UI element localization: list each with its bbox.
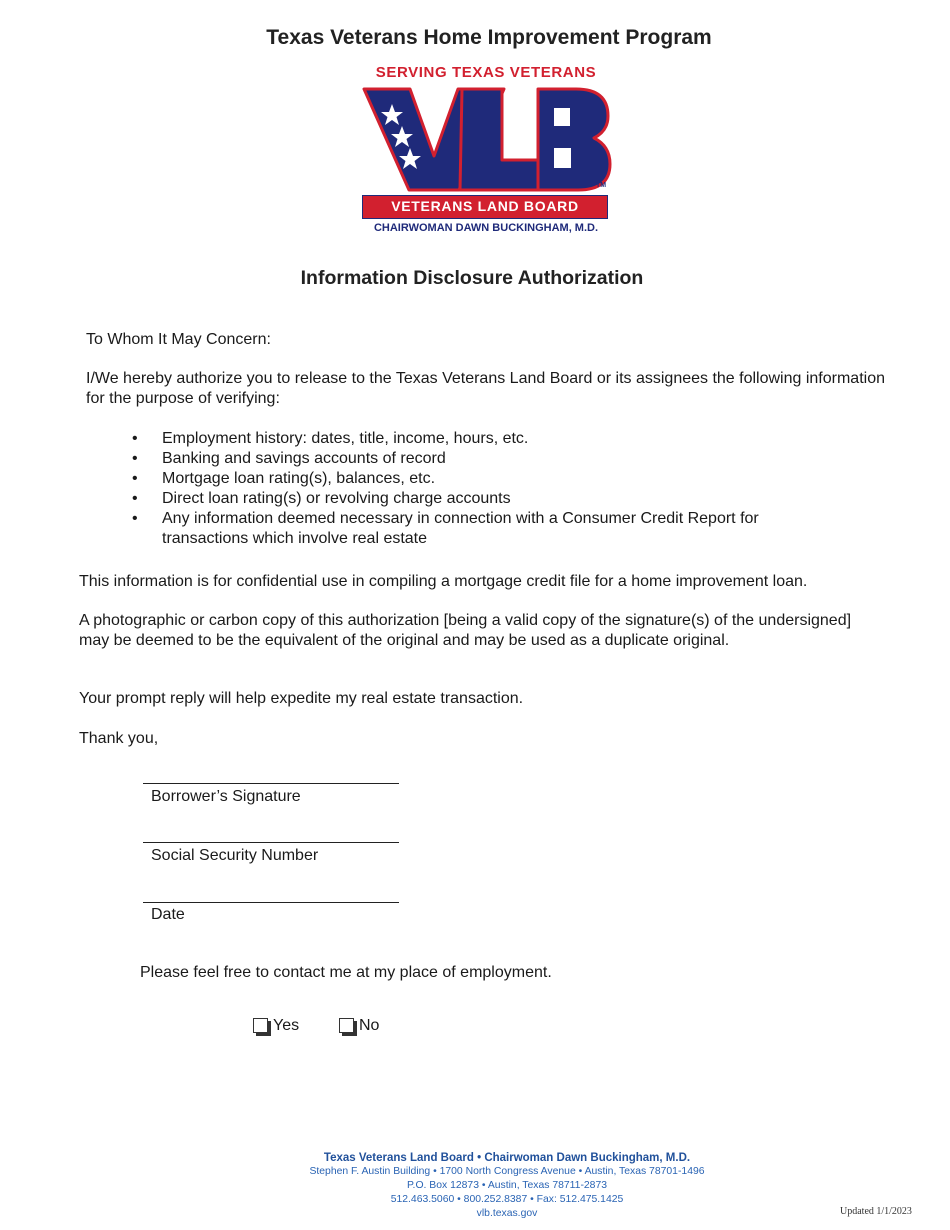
logo-tagline: SERVING TEXAS VETERANS (375, 64, 597, 81)
borrower-signature-line[interactable] (143, 783, 399, 784)
list-item: • Mortgage loan rating(s), balances, etc. (132, 470, 436, 487)
prompt-reply-paragraph: Your prompt reply will help expedite my real estate transaction. (79, 690, 524, 707)
footer-line-2: Stephen F. Austin Building • 1700 North Congress Avenue • Austin, Texas 78701-1496 (309, 1166, 705, 1177)
logo-trademark: TM (596, 182, 607, 189)
logo-subtitle: CHAIRWOMAN DAWN BUCKINGHAM, M.D. (373, 222, 599, 234)
list-item: • Employment history: dates, title, income, hours, etc. (132, 430, 529, 447)
list-item: • Any information deemed necessary in connection with a Consumer Credit Report for transactions which involve real estate (132, 510, 759, 547)
closing-thanks: Thank you, (79, 730, 159, 747)
copy-clause-paragraph: A photographic or carbon copy of this authorization [being a valid copy of the signature(s) of the undersigned] may be deemed to be the equivalent of the original and may be used as a duplicate original. (79, 612, 852, 649)
ssn-label: Social Security Number (151, 847, 319, 864)
list-item: • Direct loan rating(s) or revolving charge accounts (132, 490, 511, 507)
no-checkbox[interactable] (339, 1018, 354, 1033)
footer-line-4: 512.463.5060 • 800.252.8387 • Fax: 512.475.1425 (390, 1194, 624, 1205)
no-label: No (359, 1017, 380, 1034)
ssn-line[interactable] (143, 842, 399, 843)
footer-line-1: Texas Veterans Land Board • Chairwoman Dawn Buckingham, M.D. (323, 1152, 691, 1164)
document-title: Information Disclosure Authorization (300, 267, 644, 289)
date-label: Date (151, 906, 185, 923)
footer-line-3: P.O. Box 12873 • Austin, Texas 78711-2873 (406, 1180, 608, 1191)
date-line[interactable] (143, 902, 399, 903)
verification-list (132, 429, 832, 549)
vlb-logo (362, 64, 612, 236)
list-item: • Banking and savings accounts of record (132, 450, 446, 467)
program-title: Texas Veterans Home Improvement Program (266, 26, 712, 49)
updated-date: Updated 1/1/2023 (840, 1206, 912, 1217)
footer-website: vlb.texas.gov (476, 1208, 538, 1219)
intro-paragraph: I/We hereby authorize you to release to the Texas Veterans Land Board or its assignees the following information for the purpose of verifying: (86, 370, 885, 407)
logo-banner: VETERANS LAND BOARD (362, 195, 608, 219)
yes-label: Yes (273, 1017, 300, 1034)
borrower-signature-label: Borrower’s Signature (151, 788, 301, 805)
greeting: To Whom It May Concern: (86, 331, 271, 348)
yes-checkbox[interactable] (253, 1018, 268, 1033)
footer-address (300, 1151, 714, 1221)
logo-letter-l (460, 89, 540, 190)
confidential-paragraph: This information is for confidential use in compiling a mortgage credit file for a home improvement loan. (79, 573, 808, 590)
contact-consent-text: Please feel free to contact me at my place of employment. (140, 964, 552, 981)
logo-letter-b (538, 89, 610, 190)
vlb-letters-icon (362, 86, 612, 194)
